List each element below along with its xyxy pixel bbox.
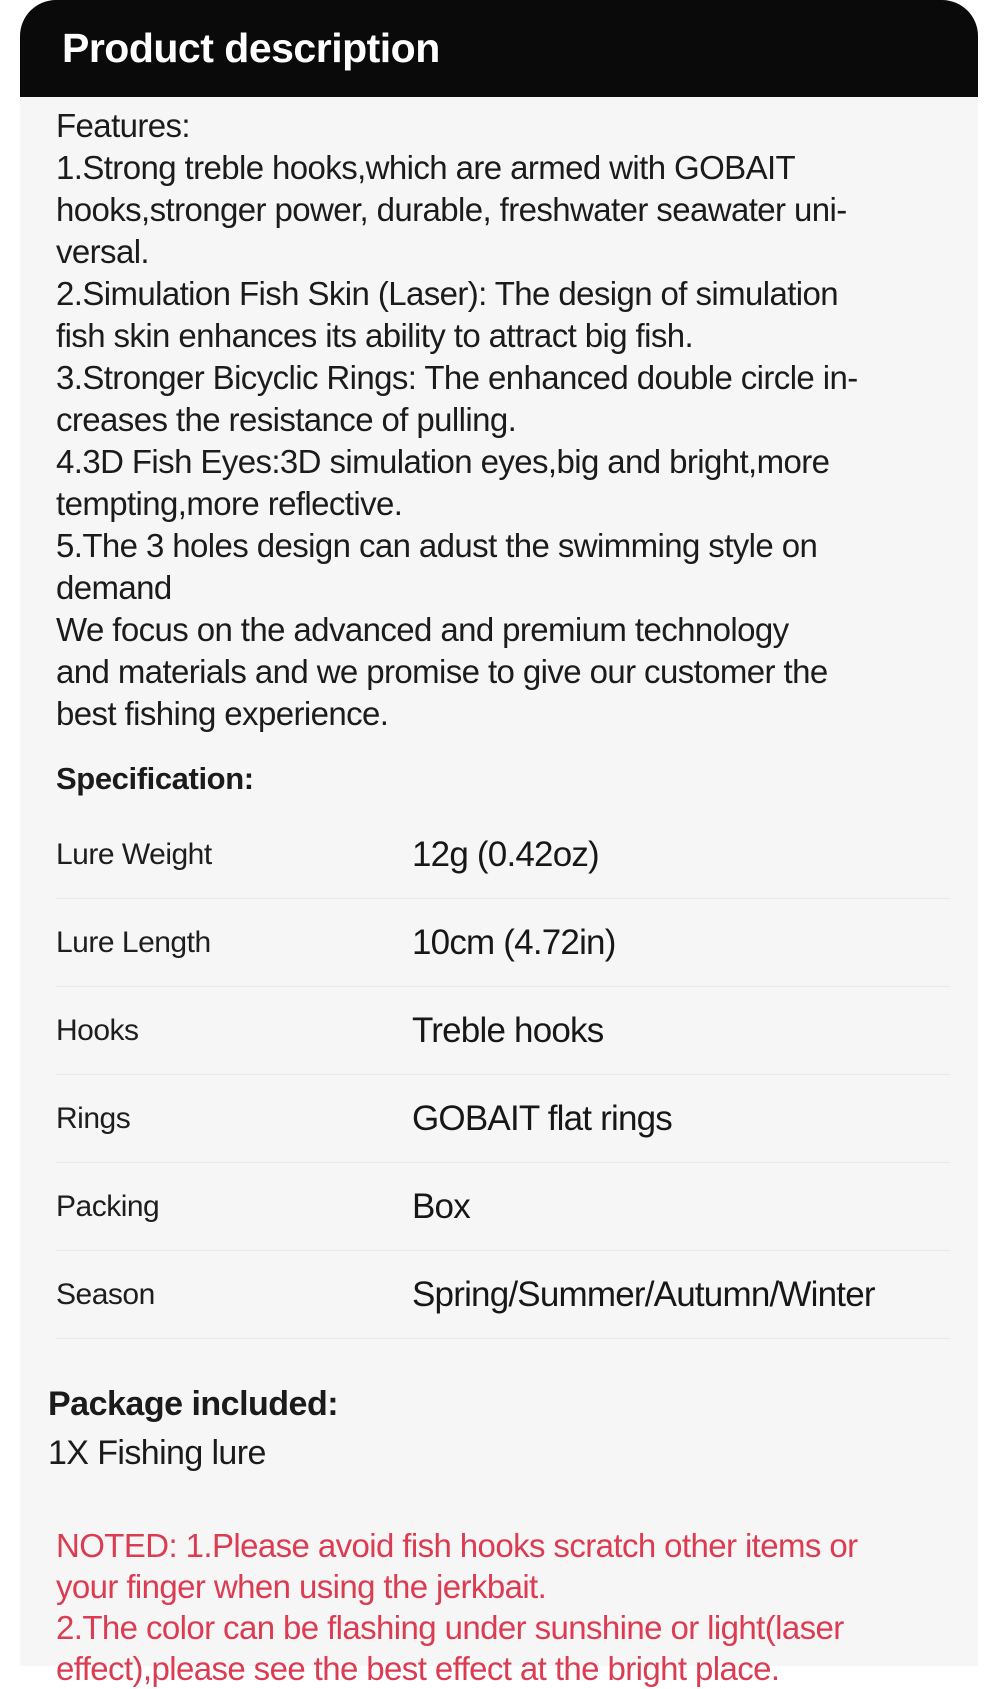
features-line: fish skin enhances its ability to attract big fish. <box>56 317 694 354</box>
features-heading: Features: <box>56 107 190 144</box>
features-line: 5.The 3 holes design can adust the swimming style on <box>56 527 818 564</box>
spec-label-packing: Packing <box>56 1189 160 1223</box>
noted-line: NOTED: 1.Please avoid fish hooks scratch other items or <box>56 1527 858 1564</box>
spec-label-season: Season <box>56 1277 155 1311</box>
spec-label-rings: Rings <box>56 1101 131 1135</box>
package-included-item: 1X Fishing lure <box>48 1434 266 1472</box>
features-block <box>56 105 950 735</box>
noted-line: effect),please see the best effect at the bright place. <box>56 1650 780 1687</box>
features-line: 3.Stronger Bicyclic Rings: The enhanced double circle in- <box>56 359 858 396</box>
features-line: 2.Simulation Fish Skin (Laser): The design of simulation <box>56 275 839 312</box>
spec-value-rings: GOBAIT flat rings <box>412 1098 673 1138</box>
spec-value-season: Spring/Summer/Autumn/Winter <box>412 1274 875 1314</box>
features-line: tempting,more reflective. <box>56 485 403 522</box>
noted-line: your finger when using the jerkbait. <box>56 1568 547 1605</box>
package-included-heading: Package included: <box>48 1385 339 1423</box>
table-row <box>56 811 950 899</box>
spec-value-lure-length: 10cm (4.72in) <box>412 922 616 962</box>
features-line: We focus on the advanced and premium technology <box>56 611 789 648</box>
features-line: best fishing experience. <box>56 695 389 732</box>
noted-warning-block <box>56 1525 950 1689</box>
features-line: hooks,stronger power, durable, freshwater seawater uni- <box>56 191 847 228</box>
table-row <box>56 1251 950 1339</box>
specification-table <box>56 811 950 1339</box>
spec-label-lure-weight: Lure Weight <box>56 837 212 871</box>
spec-value-lure-weight: 12g (0.42oz) <box>412 834 599 874</box>
features-line: and materials and we promise to give our customer the <box>56 653 828 690</box>
table-row <box>56 899 950 987</box>
noted-line: 2.The color can be flashing under sunshine or light(laser <box>56 1609 844 1646</box>
features-line: versal. <box>56 233 149 270</box>
spec-label-lure-length: Lure Length <box>56 925 211 959</box>
table-row <box>56 987 950 1075</box>
features-line: demand <box>56 569 172 606</box>
table-row <box>56 1075 950 1163</box>
package-included-block <box>48 1385 950 1473</box>
table-row <box>56 1163 950 1251</box>
specification-heading: Specification: <box>56 761 254 796</box>
section-body <box>20 97 978 1687</box>
features-line: 1.Strong treble hooks,which are armed with GOBAIT <box>56 149 796 186</box>
features-line: 4.3D Fish Eyes:3D simulation eyes,big and bright,more <box>56 443 830 480</box>
spec-value-packing: Box <box>412 1186 470 1226</box>
product-description-card <box>20 0 978 1687</box>
page-title: Product description <box>62 25 440 71</box>
spec-label-hooks: Hooks <box>56 1013 139 1047</box>
features-line: creases the resistance of pulling. <box>56 401 517 438</box>
section-header <box>20 0 978 97</box>
spec-value-hooks: Treble hooks <box>412 1010 604 1050</box>
